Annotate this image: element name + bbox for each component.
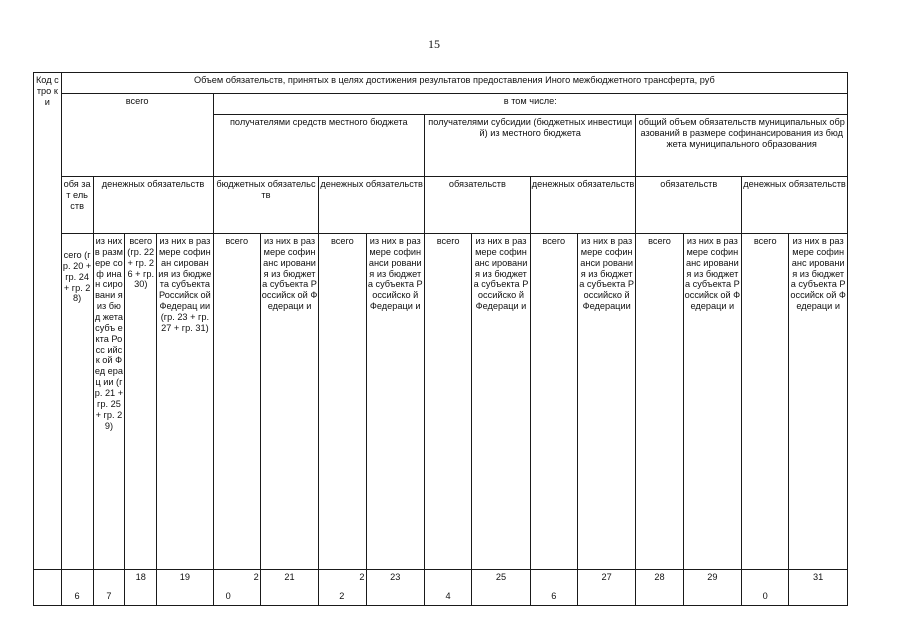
including-header: в том числе: — [213, 94, 847, 115]
column-number: 6 — [530, 570, 577, 606]
col-header-13: всего — [636, 234, 683, 570]
column-number: 7 — [93, 570, 125, 606]
empty-code-cell — [34, 570, 62, 606]
column-number: 21 — [260, 570, 319, 606]
column-number-part: 0 — [225, 591, 231, 602]
column-number: 28 — [636, 570, 683, 606]
col-header-3: всего (гр. 22 + гр. 26 + гр. 30) — [125, 234, 157, 570]
monetary-obligations-header-3: денежных обязательств — [530, 177, 636, 234]
col-header-12: из них в размере софинанси рования из бюджета субъекта Российско й Федерации — [577, 234, 636, 570]
column-number-split — [319, 570, 366, 606]
total-header: всего — [61, 94, 213, 177]
subsidy-recipients-header: получателями субсидии (бюджетных инвестиций) из местного бюджета — [425, 115, 636, 177]
obligations-header: обя зат ель ств — [61, 177, 93, 234]
monetary-obligations-header-2: денежных обязательств — [319, 177, 425, 234]
column-number: 25 — [472, 570, 531, 606]
monetary-obligations-header: денежных обязательств — [93, 177, 213, 234]
column-number-part: 2 — [359, 572, 365, 582]
budget-obligations-header: бюджетных обязательств — [213, 177, 319, 234]
col-header-9: всего — [425, 234, 472, 570]
col-header-11: всего — [530, 234, 577, 570]
column-number: 4 — [425, 570, 472, 606]
page-number: 15 — [428, 37, 440, 51]
municipal-total-header: общий объем обязательств муниципальных образований в размере софинансирования из бюджета муниципального образования — [636, 115, 848, 177]
code-header: Код стро ки — [34, 73, 62, 570]
table-row-4 — [34, 177, 848, 234]
col-header-14: из них в размере софинанс ирования из бюджета субъекта Российск ой Федераци и — [683, 234, 742, 570]
col-header-2: из них в разм ере соф инан сиро вани я из бюд жета субъ екта Росс ийск ой Фед ерац ии (гр. 21 + гр. 25 + гр. 29) — [93, 234, 125, 570]
column-number-part: 2 — [339, 591, 345, 602]
column-number: 31 — [789, 570, 848, 606]
obligations-table — [33, 72, 848, 606]
table-title: Объем обязательств, принятых в целях достижения результатов предоставления Иного межбюджетного трансферта, руб — [61, 73, 847, 94]
col-header-8: из них в размере софинанси рования из бюджета субъекта Российско й Федераци и — [366, 234, 425, 570]
obligations-header-2: обязательств — [425, 177, 531, 234]
column-number: 19 — [157, 570, 213, 606]
col-header-4: из них в размере софинан сирован ия из бюджета субъекта Российск ой Федерац ии (гр. 23 + гр. 27 + гр. 31) — [157, 234, 213, 570]
table-row-2 — [34, 94, 848, 115]
obligations-header-3: обязательств — [636, 177, 742, 234]
local-recipients-header: получателями средств местного бюджета — [213, 115, 424, 177]
column-numbers-row — [34, 570, 848, 606]
column-number: 0 — [742, 570, 789, 606]
col-header-5: всего — [213, 234, 260, 570]
column-number: 23 — [366, 570, 425, 606]
column-number-part: 2 — [253, 572, 259, 582]
col-header-6: из них в размере софинанс ирования из бюджета субъекта Российск ой Федераци и — [260, 234, 319, 570]
table-row-5 — [34, 234, 848, 570]
col-header-16: из них в размере софинанс ирования из бюджета субъекта Российск ой Федераци и — [789, 234, 848, 570]
column-number: 27 — [577, 570, 636, 606]
col-header-1: сего (гр. 20 + гр. 24 + гр. 28) — [61, 234, 93, 570]
column-number: 6 — [61, 570, 93, 606]
table-row-1 — [34, 73, 848, 94]
col-header-7: всего — [319, 234, 366, 570]
column-number: 29 — [683, 570, 742, 606]
col-header-15: всего — [742, 234, 789, 570]
column-number-split — [213, 570, 260, 606]
col-header-10: из них в размере софинанс ирования из бюджета субъекта Российско й Федераци и — [472, 234, 531, 570]
column-number: 18 — [125, 570, 157, 606]
monetary-obligations-header-4: денежных обязательств — [742, 177, 848, 234]
